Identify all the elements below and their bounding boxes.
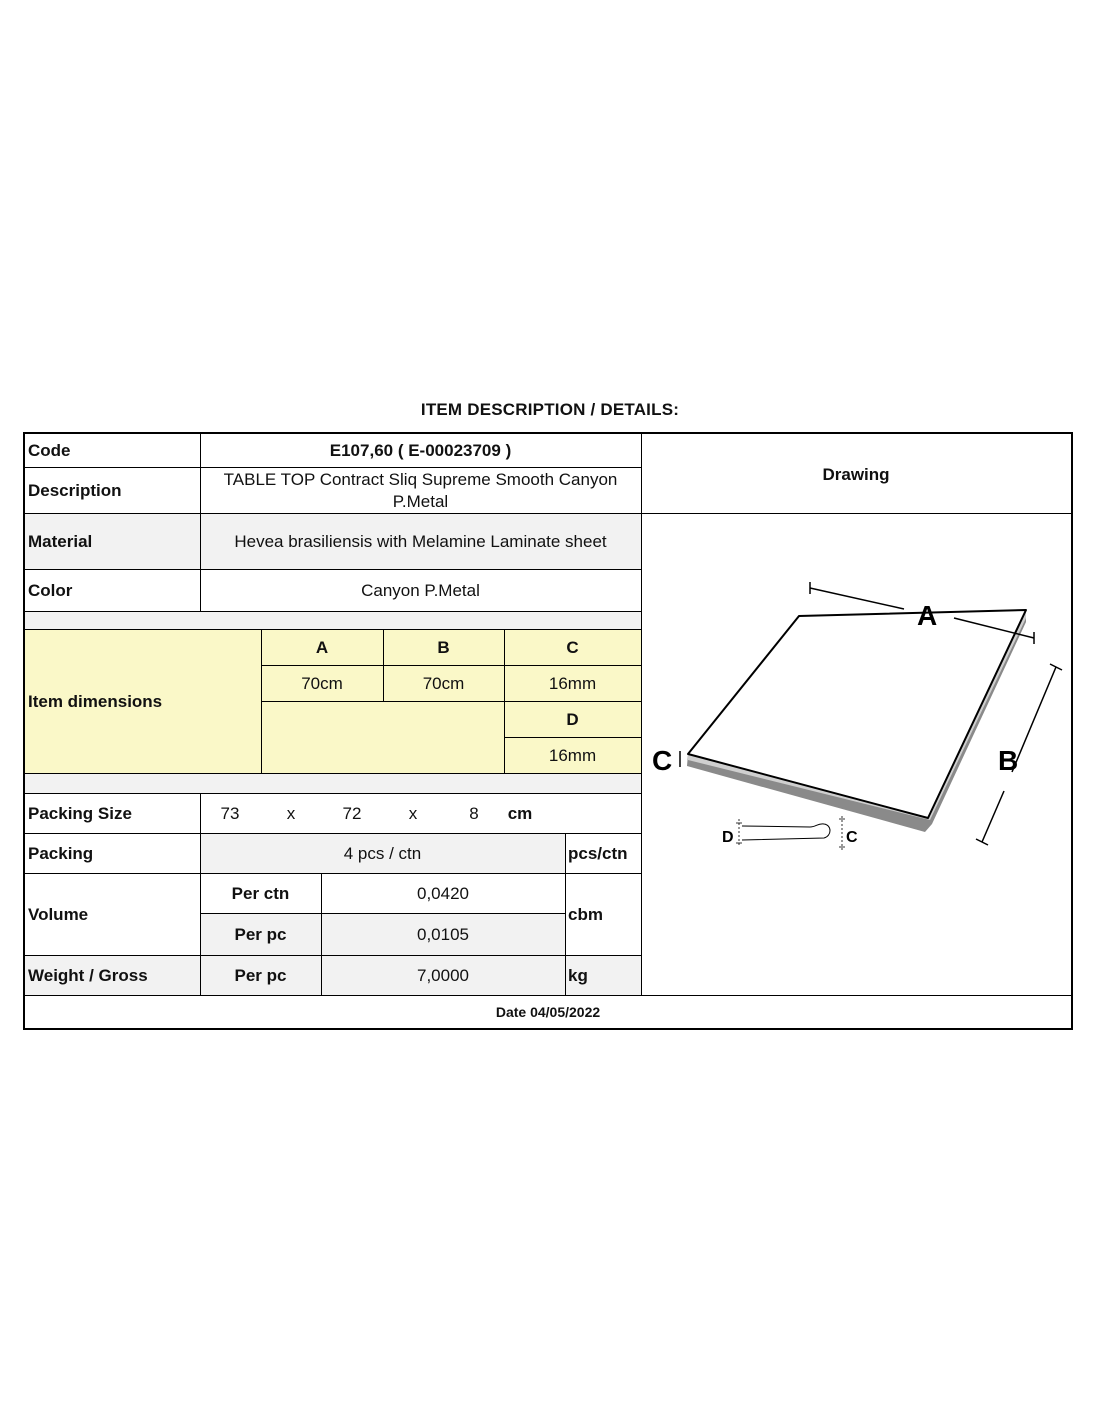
dim-value-a: 70cm [261, 666, 383, 702]
packing-label: Packing [28, 844, 94, 863]
spacer-band [25, 774, 641, 794]
grid-line [25, 873, 641, 874]
detail-label-d: D [722, 829, 734, 846]
packing-size-sep: x [286, 804, 296, 823]
edge-profile-detail [736, 816, 845, 850]
color-label: Color [28, 581, 73, 600]
spacer-band [25, 612, 641, 630]
code-label: Code [28, 441, 71, 460]
page-title: ITEM DESCRIPTION / DETAILS: [420, 400, 680, 419]
volume-per-pc-label: Per pc [200, 914, 321, 956]
packing-size-x: 73 [220, 804, 240, 823]
weight-label: Weight / Gross [25, 956, 200, 996]
grid-line [200, 794, 201, 996]
dim-header-b: B [383, 630, 504, 666]
grid-line [25, 793, 641, 794]
item-dimensions-label: Item dimensions [25, 630, 261, 774]
dim-value-c: 16mm [504, 666, 641, 702]
description-label: Description [28, 481, 122, 500]
color-value: Canyon P.Metal [361, 581, 480, 600]
grid-line [321, 874, 322, 996]
grid-line [25, 629, 641, 630]
dim-value-d: 16mm [504, 738, 641, 774]
detail-label-c: C [846, 829, 858, 846]
dimension-line-a [810, 588, 904, 609]
packing-size-y: 72 [342, 804, 362, 823]
grid-line [383, 630, 384, 702]
material-value: Hevea brasiliensis with Melamine Laminate sheet [200, 514, 641, 570]
dim-value-b: 70cm [383, 666, 504, 702]
dim-header-d: D [504, 702, 641, 738]
weight-unit: kg [565, 956, 641, 996]
dimension-line-b [982, 791, 1004, 842]
table-top-drawing [642, 514, 1071, 995]
grid-line [565, 834, 566, 996]
drawing-title: Drawing [822, 465, 890, 484]
description-value: TABLE TOP Contract Sliq Supreme Smooth Canyon P.Metal [223, 470, 618, 511]
grid-line [200, 434, 201, 612]
material-label: Material [25, 514, 200, 570]
grid-line [25, 773, 641, 774]
volume-per-ctn-label: Per ctn [231, 884, 290, 903]
grid-line [200, 913, 565, 914]
code-value: E107,60 ( E-00023709 ) [329, 441, 512, 460]
date-footer: Date 04/05/2022 [495, 1004, 601, 1020]
grid-line [25, 955, 641, 956]
packing-value: 4 pcs / ctn [200, 834, 565, 874]
grid-line [25, 467, 641, 468]
grid-line [25, 995, 1071, 996]
label-a: A [917, 600, 938, 631]
dim-header-a: A [261, 630, 383, 666]
volume-per-pc-value: 0,0105 [321, 914, 565, 956]
grid-line [25, 569, 641, 570]
grid-line [261, 630, 262, 774]
label-c: C [652, 745, 673, 776]
dimension-tick [1050, 664, 1062, 670]
packing-size-sep: x [408, 804, 418, 823]
volume-label: Volume [28, 905, 89, 924]
dim-header-c: C [504, 630, 641, 666]
packing-size-unit: cm [507, 804, 533, 823]
weight-value: 7,0000 [321, 956, 565, 996]
dimension-tick [976, 839, 988, 845]
dim-empty [261, 702, 504, 774]
weight-per-pc-label: Per pc [200, 956, 321, 996]
spec-sheet [23, 432, 1073, 1030]
grid-line [25, 833, 641, 834]
grid-line [261, 665, 641, 666]
packing-unit: pcs/ctn [568, 844, 628, 863]
grid-line [504, 630, 505, 774]
grid-line [261, 701, 641, 702]
volume-per-ctn-value: 0,0420 [417, 884, 469, 903]
dimension-line-b [1012, 667, 1056, 772]
slab-top [688, 610, 1026, 818]
packing-size-z: 8 [469, 804, 479, 823]
grid-line [504, 737, 641, 738]
grid-line [25, 611, 641, 612]
volume-unit: cbm [568, 905, 603, 924]
packing-size-label: Packing Size [28, 804, 132, 823]
label-b: B [998, 745, 1019, 776]
